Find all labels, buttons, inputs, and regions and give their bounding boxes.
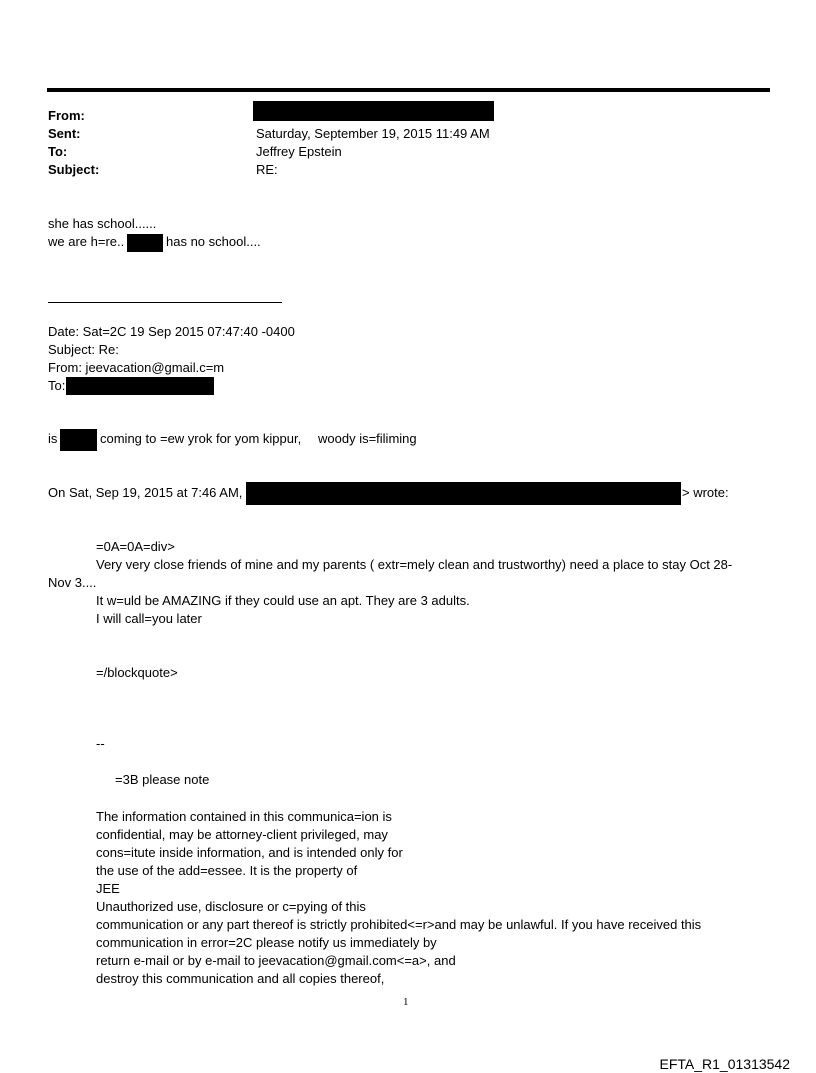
reply-line-2-end: has no school.... xyxy=(166,234,261,249)
header-rule xyxy=(47,88,770,92)
reply-line-1: she has school...... xyxy=(48,216,157,231)
message-is-prefix: is xyxy=(48,431,58,446)
wrote-label: > wrote: xyxy=(682,485,729,500)
signature-dashes: -- xyxy=(96,736,105,751)
disclaimer-line: the use of the add=essee. It is the property of xyxy=(96,863,358,878)
from-redaction xyxy=(253,101,494,121)
document-id: EFTA_R1_01313542 xyxy=(659,1056,790,1072)
disclaimer-line: confidential, may be attorney-client privileged, may xyxy=(96,827,388,842)
message-name-redaction xyxy=(60,429,97,451)
sender-redaction xyxy=(246,482,681,505)
quoted-line-2: It w=uld be AMAZING if they could use an apt. They are 3 adults. xyxy=(96,593,470,608)
quoted-to-label: To: xyxy=(48,378,66,393)
from-label: From: xyxy=(48,108,85,123)
sent-label: Sent: xyxy=(48,126,81,141)
signature-note: =3B please note xyxy=(115,772,210,787)
sent-value: Saturday, September 19, 2015 11:49 AM xyxy=(256,126,490,141)
disclaimer-line: Unauthorized use, disclosure or c=pying of this xyxy=(96,899,366,914)
quoted-line-1: Very very close friends of mine and my parents ( extr=mely clean and trustworthy) need a place to stay Oct 28- xyxy=(96,557,733,572)
quoted-line-1-wrap: Nov 3.... xyxy=(48,575,97,590)
reply-name-redaction xyxy=(127,234,163,252)
reply-line-2-start: we are h=re.. xyxy=(48,234,125,249)
separator-line xyxy=(48,302,282,303)
message-woody: woody is=filiming xyxy=(318,431,417,446)
quoted-blockquote: =/blockquote> xyxy=(96,665,178,680)
to-value: Jeffrey Epstein xyxy=(256,144,342,159)
on-date-prefix: On Sat, Sep 19, 2015 at 7:46 AM, xyxy=(48,485,243,500)
disclaimer-line: JEE xyxy=(96,881,120,896)
disclaimer-line: The information contained in this communica=ion is xyxy=(96,809,392,824)
quoted-line-3: I will call=you later xyxy=(96,611,202,626)
quoted-to-redaction xyxy=(66,377,214,395)
page-number: 1 xyxy=(403,996,409,1008)
subject-label: Subject: xyxy=(48,162,100,177)
message-is-rest: coming to =ew yrok for yom kippur, xyxy=(100,431,302,446)
disclaimer-line: communication in error=2C please notify us immediately by xyxy=(96,935,437,950)
disclaimer-line: communication or any part thereof is strictly prohibited<=r>and may be unlawful. If you have received this xyxy=(96,917,702,932)
disclaimer-line: destroy this communication and all copies thereof, xyxy=(96,971,385,986)
quoted-from: From: jeevacation@gmail.c=m xyxy=(48,360,225,375)
subject-value: RE: xyxy=(256,162,278,177)
disclaimer-line: return e-mail or by e-mail to jeevacation@gmail.com<=a>, and xyxy=(96,953,456,968)
quoted-date: Date: Sat=2C 19 Sep 2015 07:47:40 -0400 xyxy=(48,324,295,339)
disclaimer-line: cons=itute inside information, and is intended only for xyxy=(96,845,403,860)
quoted-subject: Subject: Re: xyxy=(48,342,119,357)
to-label: To: xyxy=(48,144,68,159)
quoted-div: =0A=0A=div> xyxy=(96,539,175,554)
